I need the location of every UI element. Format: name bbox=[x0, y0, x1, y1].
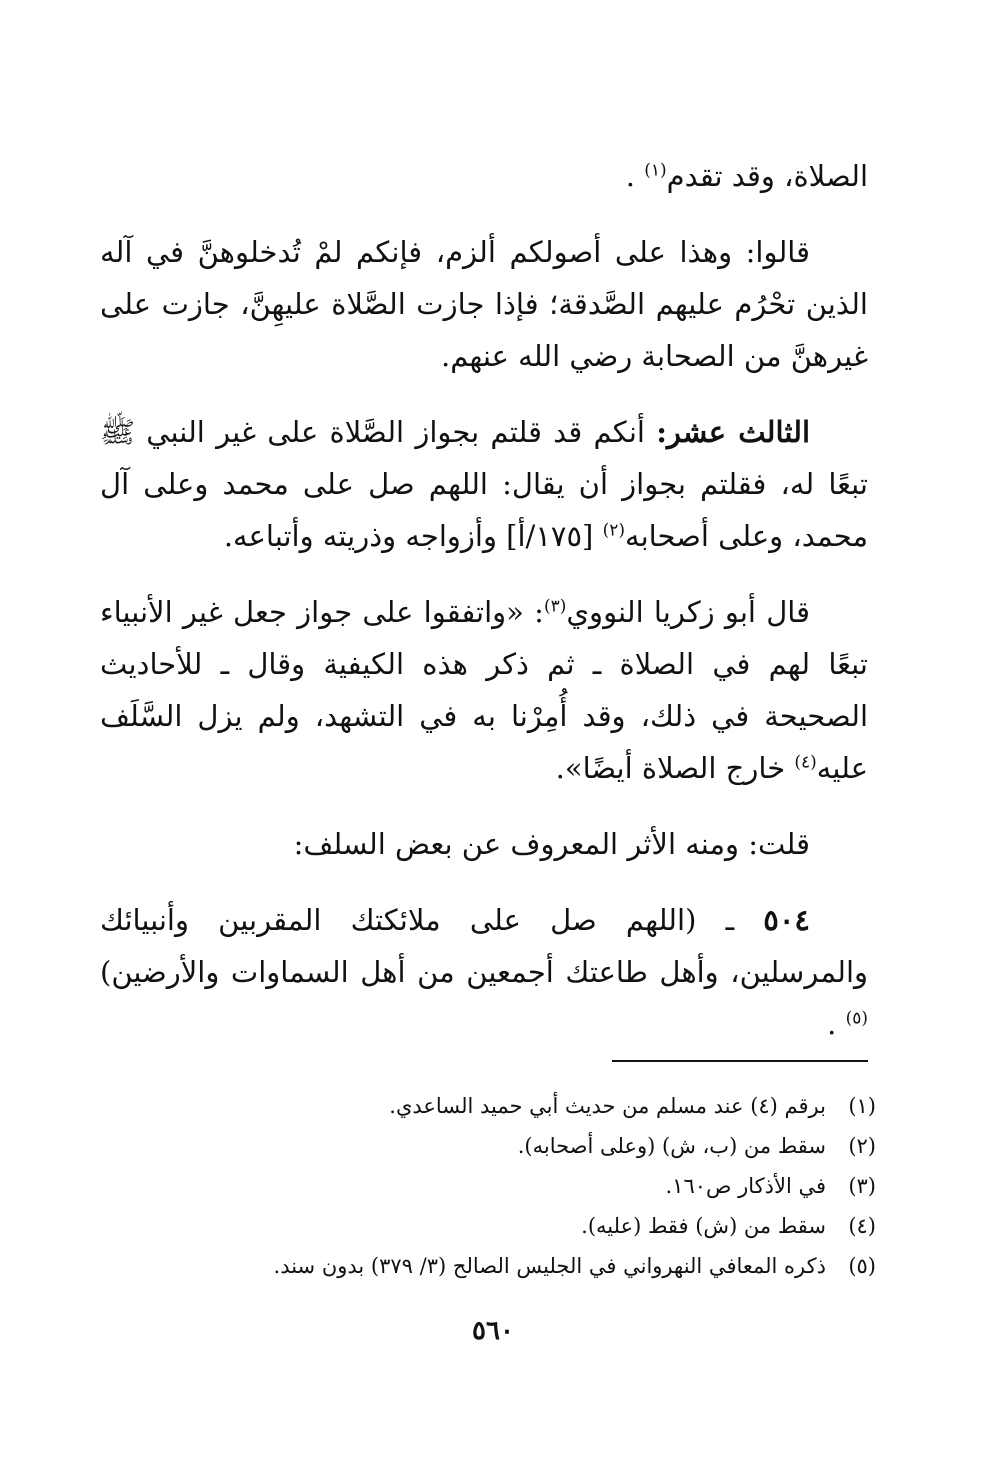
paragraph-3 bbox=[100, 406, 868, 562]
footnote-number: (١) bbox=[848, 1094, 876, 1118]
full-stop: . bbox=[625, 159, 636, 193]
paragraph-text: خارج الصلاة أيضًا». bbox=[555, 751, 786, 785]
paragraph-text: قال أبو زكريا النووي bbox=[566, 595, 810, 629]
footnote-text: سقط من (ب، ش) (وعلى أصحابه). bbox=[517, 1134, 826, 1158]
paragraph-4 bbox=[100, 586, 868, 794]
footnote-ref-4[interactable]: (٤) bbox=[794, 752, 817, 773]
footnote-5 bbox=[236, 1246, 876, 1286]
footnote-ref-1[interactable]: (١) bbox=[644, 160, 667, 181]
full-stop: . bbox=[827, 1007, 837, 1041]
footnote-text: ذكره المعافي النهرواني في الجليس الصالح (٣/ ٣٧٩) بدون سند. bbox=[273, 1254, 826, 1278]
item-number: ٥٠٤ bbox=[763, 903, 810, 937]
paragraph-6 bbox=[100, 894, 868, 1050]
paragraph-text: قالوا: وهذا على أصولكم ألزم، فإنكم لمْ تُدخلوهنَّ في آله الذين تحْرُم عليهم الصَّدقة؛ فإذا جازت الصَّلاة عليهِنَّ، جازت على غيرهنَّ من الصحابة رضي الله عنهم. bbox=[100, 235, 868, 373]
paragraph-5 bbox=[100, 818, 868, 870]
footnote-number: (٣) bbox=[848, 1174, 876, 1198]
footnote-1 bbox=[236, 1086, 876, 1126]
footnote-ref-5[interactable]: (٥) bbox=[845, 1008, 868, 1029]
footnote-ref-2[interactable]: (٢) bbox=[602, 520, 626, 541]
paragraph-2 bbox=[100, 226, 868, 382]
footnote-4 bbox=[236, 1206, 876, 1246]
footnote-number: (٢) bbox=[848, 1134, 876, 1158]
paragraph-text: ـ (اللهم صل على ملائكتك المقربين وأنبيائك والمرسلين، وأهل طاعتك أجمعين من أهل السماوات والأرضين) bbox=[100, 903, 868, 989]
footnote-separator bbox=[612, 1060, 868, 1062]
footnote-3 bbox=[236, 1166, 876, 1206]
section-heading: الثالث عشر: bbox=[656, 415, 810, 449]
footnote-ref-3[interactable]: (٣) bbox=[543, 596, 567, 617]
page-number: ٥٦٠ bbox=[472, 1316, 514, 1346]
footnote-2 bbox=[236, 1126, 876, 1166]
footnote-text: في الأذكار ص١٦٠. bbox=[665, 1174, 826, 1198]
main-text bbox=[100, 150, 868, 1074]
footnote-number: (٥) bbox=[848, 1254, 876, 1278]
paragraph-text: أنكم قد قلتم بجواز الصَّلاة على غير النبي ﷺ تبعًا له، فقلتم بجواز أن يقال: اللهم صل على محمد وعلى آل محمد، وعلى أصحابه bbox=[100, 415, 868, 553]
footnote-text: سقط من (ش) فقط (عليه). bbox=[581, 1214, 826, 1238]
paragraph-text: : «واتفقوا على جواز جعل غير الأنبياء تبعًا لهم في الصلاة ـ ثم ذكر هذه الكيفية وقال ـ للأحاديث الصحيحة في ذلك، وقد أُمِرْنا به في التشهد، ولم يزل السَّلَف عليه bbox=[100, 595, 868, 785]
paragraph-1 bbox=[100, 150, 868, 202]
paragraph-text: [١٧٥/أ] وأزواجه وذريته وأتباعه. bbox=[223, 519, 594, 553]
footnotes bbox=[236, 1086, 876, 1286]
footnote-number: (٤) bbox=[848, 1214, 876, 1238]
paragraph-text: الصلاة، وقد تقدم bbox=[666, 159, 868, 193]
paragraph-text: قلت: ومنه الأثر المعروف عن بعض السلف: bbox=[293, 827, 810, 861]
footnote-text: برقم (٤) عند مسلم من حديث أبي حميد الساعدي. bbox=[389, 1094, 826, 1118]
